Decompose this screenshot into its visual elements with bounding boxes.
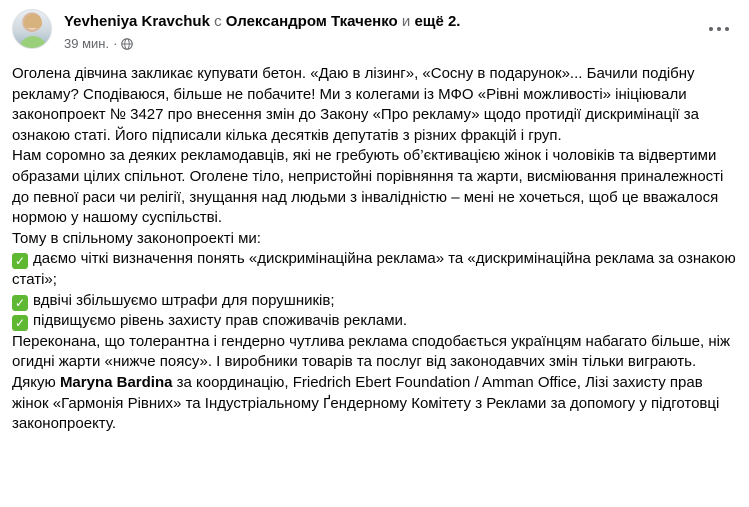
paragraph-2: Нам соромно за деяких рекламодавців, які не гребують об’єктивацією жінок і чоловіків та відвертими образами цілих спільнот. Оголене тіло, непристойні порівняння та жарти, висміювання приналежності до певної раси чи релігії, знущання над людьми з інвалідністю – мені не хочеться, щоб це вважалося нормою у нашому суспільстві.	[12, 147, 724, 227]
post-content	[12, 64, 737, 435]
check-item-2	[12, 291, 737, 312]
thanks-before: Дякую	[12, 373, 56, 391]
avatar-hair	[24, 14, 42, 28]
paragraph-3: Тому в спільному законопроекті ми:	[12, 229, 261, 247]
others-link[interactable]: ещё 2.	[414, 13, 461, 30]
mention-link[interactable]: Maryna Bardina	[59, 373, 173, 391]
dot-icon	[725, 27, 729, 31]
avatar-body	[19, 36, 47, 49]
check-item-text: вдвічі збільшуємо штрафи для порушників;	[33, 291, 335, 309]
post-header	[12, 9, 737, 57]
paragraph-1: Оголена дівчина закликає купувати бетон. «Даю в лізинг», «Сосну в подарунок»... Бачили подібну рекламу? Сподіваюся, більше не побачите! Ми з колегами із МФО «Рівні можливості» ініціювали законопроект № 3427 про внесення змін до Закону «Про рекламу» щодо протидії дискримінації за ознакою статі. Його підписали кілька десятків депутатів з різних фракцій і груп.	[12, 65, 699, 144]
post-meta	[64, 35, 133, 53]
author-name-link[interactable]: Yevheniya Kravchuk	[64, 13, 210, 30]
post-title-line	[64, 12, 460, 32]
more-options-button[interactable]	[701, 11, 737, 47]
check-item-text: даємо чіткі визначення понять «дискримінаційна реклама» та «дискримінаційна реклама за ознакою статі»;	[12, 250, 736, 288]
tagged-person-link[interactable]: Олександром Ткаченко	[225, 13, 398, 30]
check-item-3	[12, 311, 737, 332]
white-heavy-check-mark-icon: ✓	[12, 295, 28, 311]
check-item-text: підвищуємо рівень захисту прав споживачів реклами.	[33, 312, 408, 330]
with-word: с	[214, 13, 222, 30]
thanks-after: за координацію, Friedrich Ebert Foundation / Amman Office, Лізі захисту прав жінок «Гармонія Рівних» та Індустріальному Ґендерному Комітету з Реклами за допомогу у підготовці законопроекту.	[12, 373, 720, 433]
white-heavy-check-mark-icon: ✓	[12, 253, 28, 269]
and-word: и	[401, 13, 411, 30]
white-heavy-check-mark-icon: ✓	[12, 315, 28, 331]
meta-separator: ·	[113, 36, 118, 51]
paragraph-4: Переконана, що толерантна і гендерно чутлива реклама сподобається українцям набагато більше, ніж огидні жарти «нижче поясу». І виробники товарів та послуг від законодавчих змін тільки виграють.	[12, 332, 730, 371]
check-item-1	[12, 249, 737, 290]
author-avatar[interactable]	[12, 9, 52, 49]
dot-icon	[709, 27, 713, 31]
post-time-link[interactable]: 39 мин.	[64, 36, 110, 51]
thanks-paragraph	[12, 373, 737, 435]
globe-icon[interactable]	[121, 38, 133, 50]
dot-icon	[717, 27, 721, 31]
